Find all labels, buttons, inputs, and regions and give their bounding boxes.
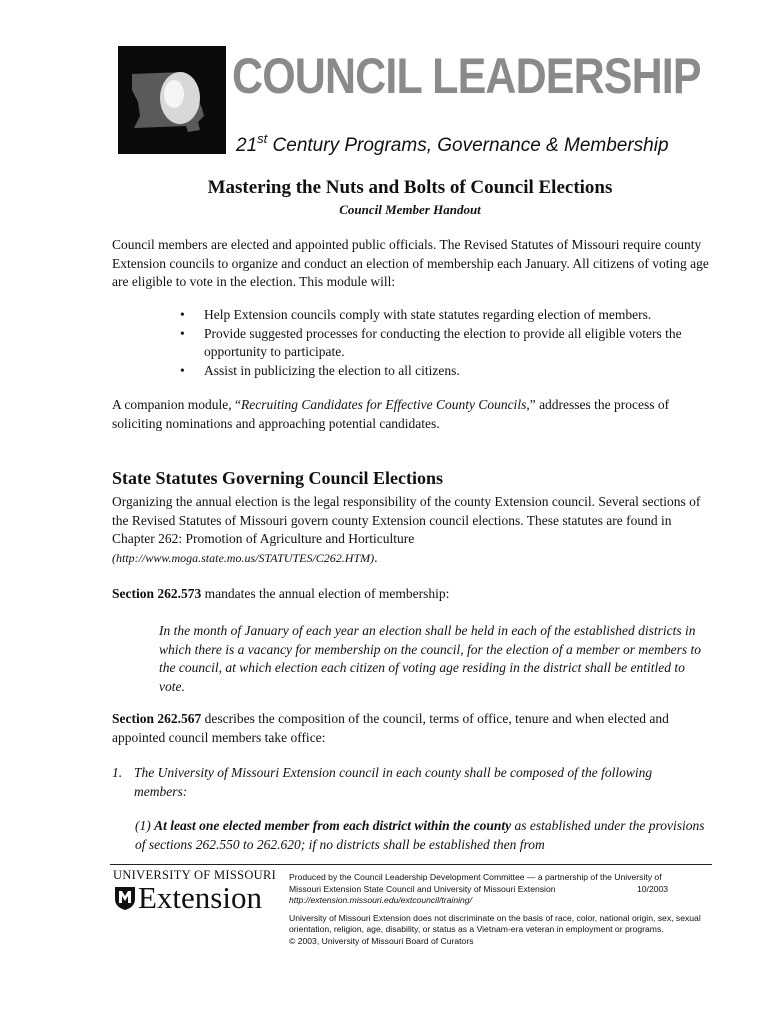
footer-url-link[interactable]: http://extension.missouri.edu/extcouncil/training/ [289, 895, 472, 906]
publication-date: 10/2003 [637, 883, 669, 894]
section-262-567-paragraph: Section 262.567 describes the composition of the council, terms of office, tenure and when elected and appointed council members take office: [112, 711, 669, 745]
copyright-notice: © 2003, University of Missouri Board of Curators [289, 935, 474, 946]
page-title: Mastering the Nuts and Bolts of Council Elections [207, 177, 613, 198]
companion-module-title: Recruiting Candidates for Effective County Councils [240, 397, 527, 412]
university-wordmark: UNIVERSITY OF MISSOURI [113, 868, 277, 882]
mu-logo-icon [113, 885, 137, 911]
statutes-paragraph: Organizing the annual election is the legal responsibility of the county Extension council. Several sections of the Revised Statutes of Missouri govern county Extension council elections. These statutes are found in Chapter 262: Promotion of Agriculture and Horticulture (http://www.moga.state.mo.us/STATUTES/C262.HTM). [112, 494, 701, 565]
module-goals-list [176, 306, 716, 380]
list-item: • Provide suggested processes for conducting the election to provide all eligible voters the opportunity to participate. [180, 325, 682, 359]
state-outline-icon [118, 46, 226, 154]
section-262-573-paragraph: Section 262.573 mandates the annual election of membership: [112, 586, 450, 601]
page-subtitle: Council Member Handout [339, 202, 481, 217]
intro-paragraph: Council members are elected and appointed public officials. The Revised Statutes of Missouri require county Extension councils to organize and conduct an election of membership each January. All citizens of voting age are eligible to vote in the election. This module will: [112, 237, 709, 289]
companion-paragraph: A companion module, “Recruiting Candidates for Effective County Councils,” addresses the process of soliciting nominations and approaching potential candidates. [112, 397, 670, 431]
extension-wordmark: Extension [138, 880, 262, 915]
footer-credits [289, 872, 711, 948]
produced-by-line-2: Missouri Extension State Council and University of Missouri Extension 10/2003 [289, 883, 669, 894]
document-page: COUNCIL LEADERSHIP 21st Century Programs, Governance & Membership Mastering the Nuts and Bolts of Council Elections Council Member Handout Council members are elected and appointed public officials. The Revised Statutes of Missouri require county Extension councils to organize and conduct an election of membership each January. All citizens of voting age are eligible to vote in the election. This module will: • Help Extension councils comply with state statutes regarding election of members. • Provide suggested processes for conducting the election to provide all eligible voters the opportunity to participate. • Assist in publicizing the election to all citizens. A companion module, “Recruiting Candidates for Effective County Councils,” addresses the process of soliciting nominations and approaching potential candidates. State Statutes Governing Council Elections Organizing the annual election is the legal responsibility of the county Extension council. Several sections of the Revised Statutes of Missouri govern county Extension council elections. These statutes are found in Chapter 262: Promotion of Agriculture and Horticulture (http://www.moga.state.mo.us/STATUTES/C262.HTM). Section 262.573 mandates the annual election of membership: In the month of January of each year an election shall be held in each of the established districts in which there is a vacancy for membership on the council, for the election of a member or members to the council, at which election each citizen of voting age residing in the district shall be entitled to vote. Section 262.567 describes the composition of the council, terms of office, tenure and when elected and appointed council members take office: 1. The University of Missouri Extension council in each county shall be composed of the following members: (1) At least one elected member from each district within the county as established under the provisions of sections 262.550 to 262.620; if no districts shall be established then from UNIVERSITY OF MISSOURI Extension Produced by the Council Leadership Development Committee — a partnership of the University of Missouri Extension State Council and University of Missouri Extension 10/2003 http://extension.missouri.edu/extcouncil/training/ University of Missouri Extension does not discriminate on the basis of race, color, national origin, sex, sexual orientation, religion, age, disability, or status as a Vietnam-era veteran in employment or programs. © 2003, University of Missouri Board of Curators [0, 0, 770, 1024]
banner-subtitle: 21st Century Programs, Governance & Membership [236, 131, 669, 156]
nondiscrimination-statement: University of Missouri Extension does not discriminate on the basis of race, color, national origin, sex, sexual orientation, religion, age, disability, or status as a Vietnam-era veteran in employment or programs. [289, 912, 701, 935]
banner-title: COUNCIL LEADERSHIP [232, 48, 701, 104]
sub-list-item: (1) At least one elected member from each district within the county as established under the provisions of sections 262.550 to 262.620; if no districts shall be established then from [135, 818, 705, 852]
missouri-state-silhouette-image [118, 46, 226, 154]
statute-quote: In the month of January of each year an election shall be held in each of the established districts in which there is a vacancy for membership on the council, for the election of a member or members to the council, at which election each citizen of voting age residing in the district shall be entitled to vote. [159, 623, 702, 694]
list-item: • Assist in publicizing the election to all citizens. [180, 362, 460, 378]
section-heading: State Statutes Governing Council Elections [112, 468, 443, 488]
list-item: • Help Extension councils comply with state statutes regarding election of members. [180, 307, 652, 322]
footer-divider [110, 864, 712, 865]
statutes-url-link[interactable]: (http://www.moga.state.mo.us/STATUTES/C262.HTM) [112, 550, 375, 565]
produced-by-line: Produced by the Council Leadership Development Committee — a partnership of the University of [289, 872, 662, 882]
